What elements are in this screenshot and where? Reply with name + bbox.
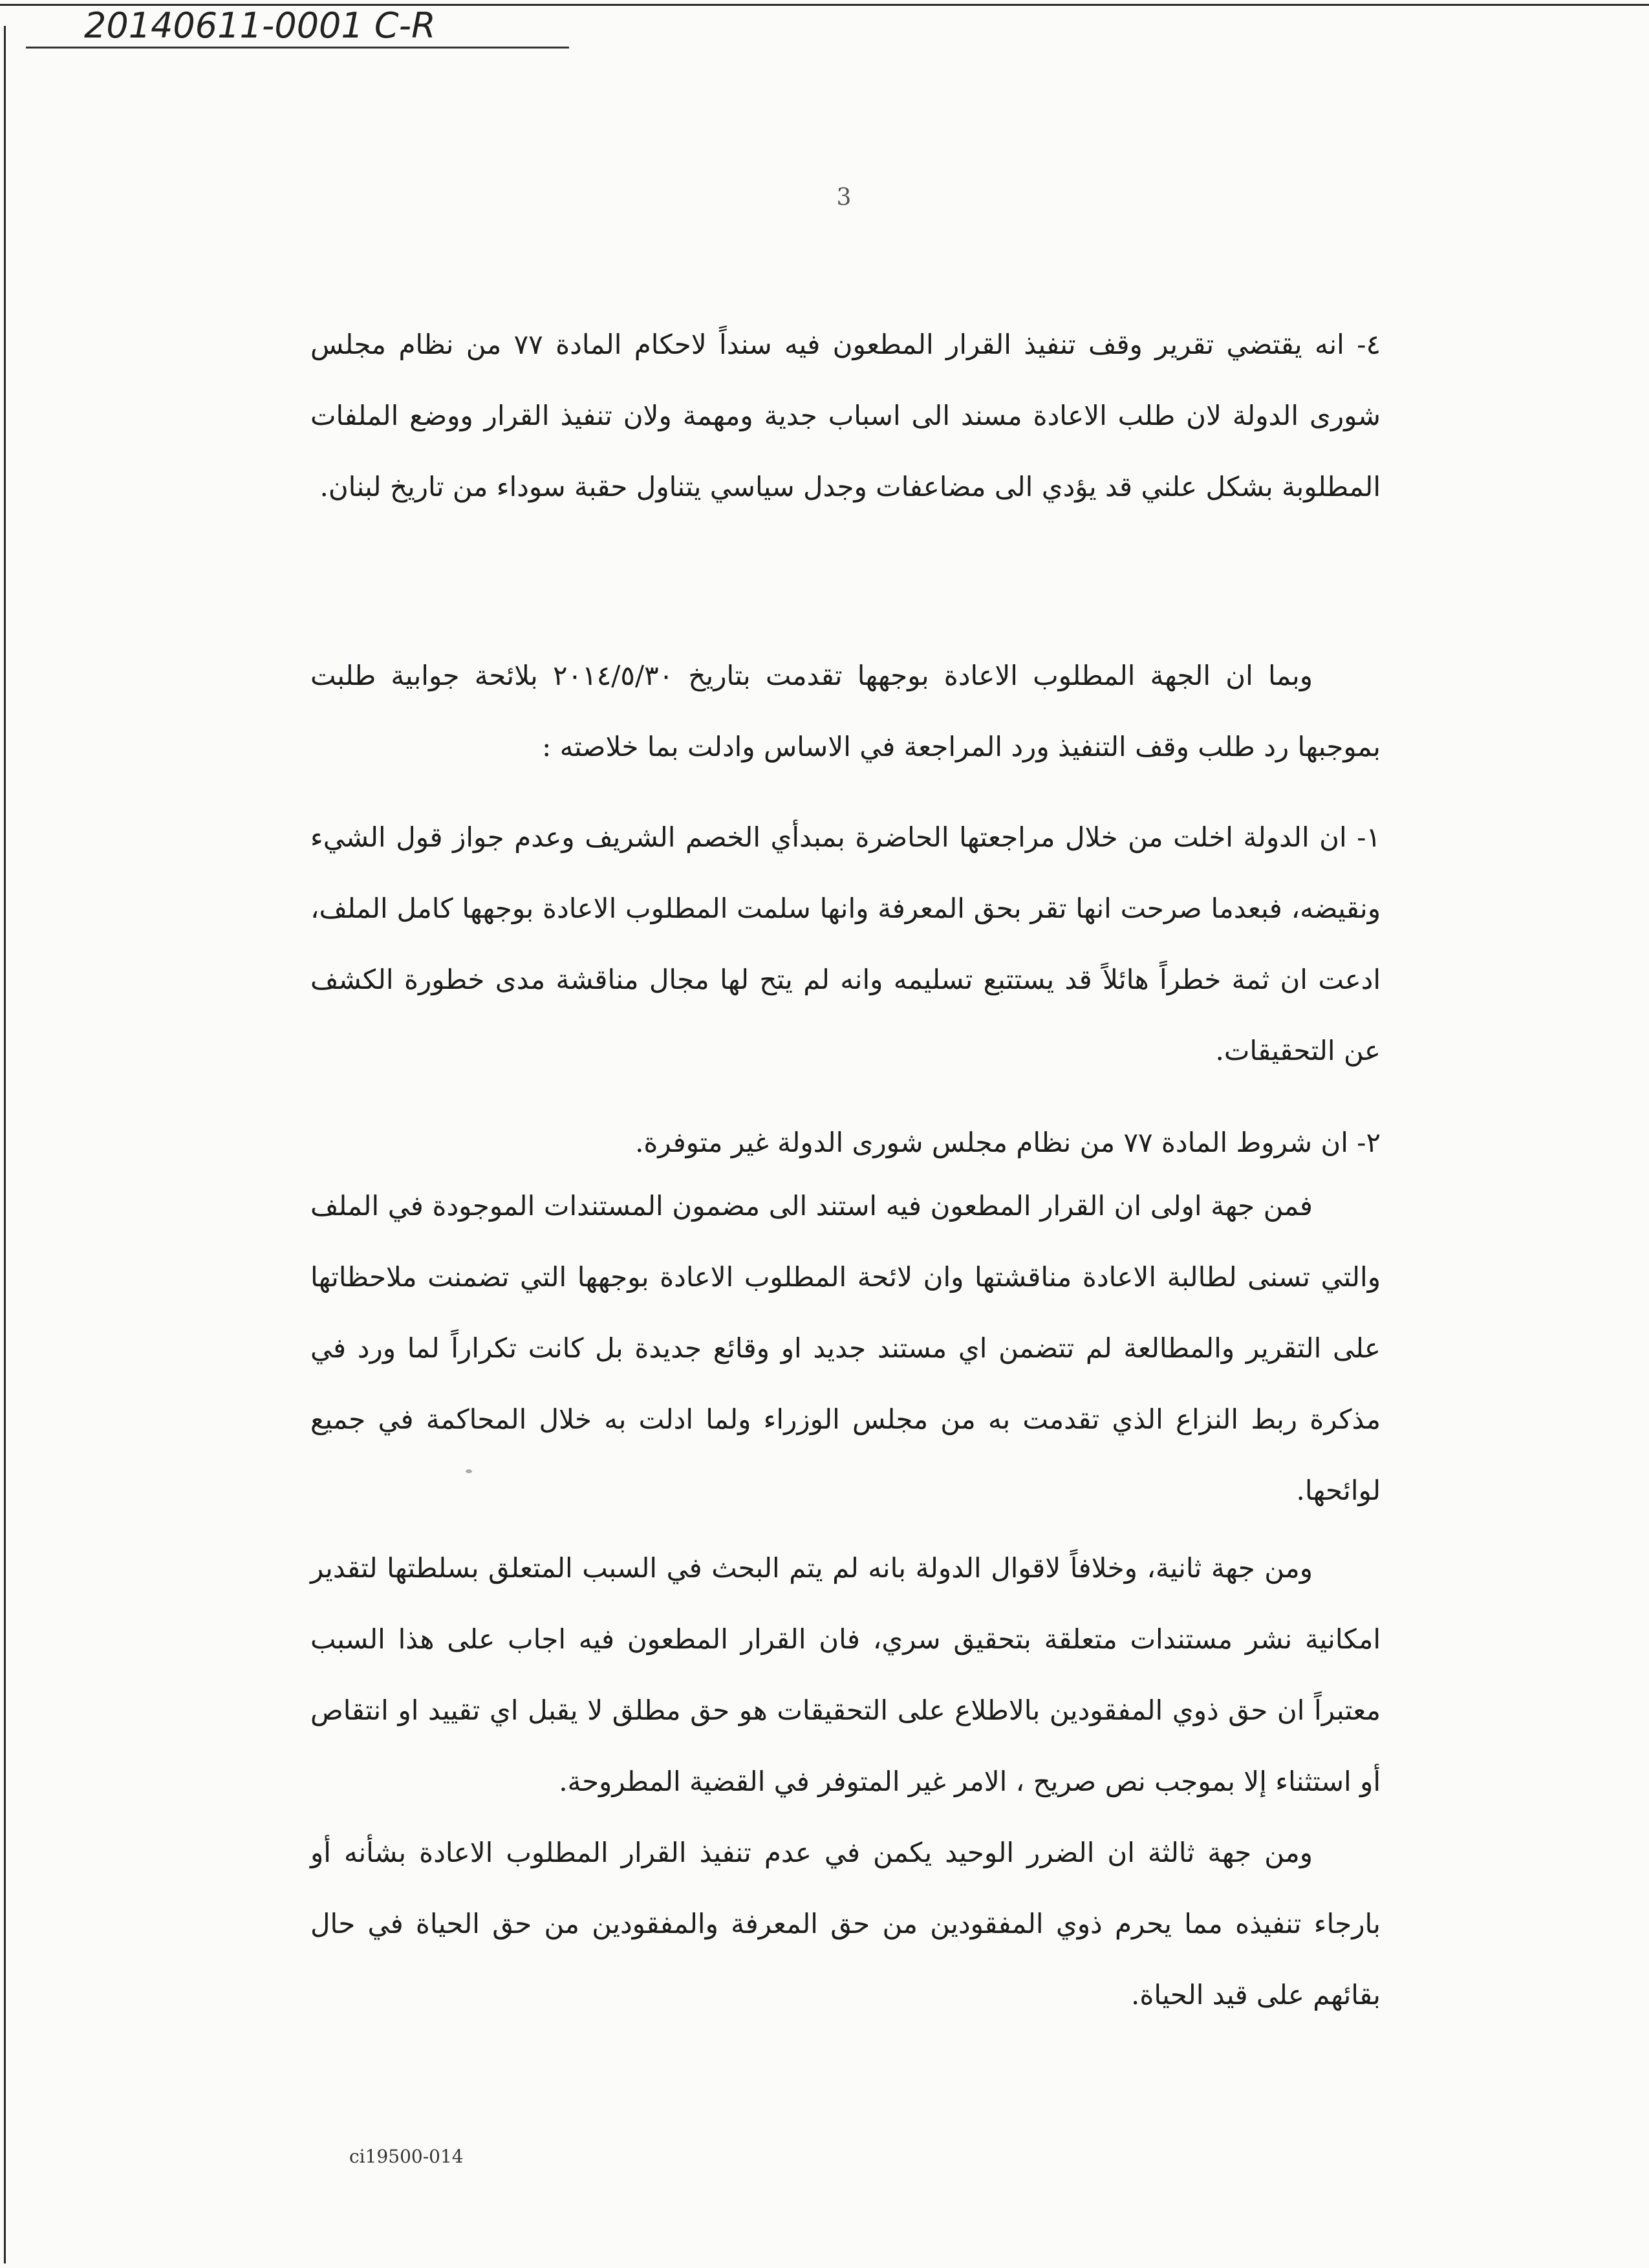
- footer-document-code: ci19500-014: [349, 2146, 464, 2167]
- paragraph-point-1: ١- ان الدولة اخلت من خلال مراجعتها الحاضرة بمبدأي الخصم الشريف وعدم جواز قول الشيء ونقيضه، فبعدما صرحت انها تقر بحق المعرفة وانها سلمت المطلوب الاعادة بوجهها كامل الملف، ادعت ان ثمة خطراً هائلاً قد يستتبع تسليمه وانه لم يتح لها مجال مناقشة مدى خطورة الكشف عن التحقيقات.: [310, 821, 1381, 1066]
- scan-edge-left: [4, 26, 6, 2263]
- page-number: 3: [836, 184, 852, 211]
- document-reference-stamp: 20140611-0001 C-R: [84, 5, 436, 46]
- paragraph-third-aspect: ومن جهة ثالثة ان الضرر الوحيد يكمن في عدم تنفيذ القرار المطلوب الاعادة بشأنه أو بارجاء تنفيذه مما يحرم ذوي المفقودين من حق المعرفة والمفقودين من حق الحياة في حال بقائهم على قيد الحياة.: [310, 1837, 1381, 2011]
- paragraph-response-intro: وبما ان الجهة المطلوب الاعادة بوجهها تقدمت بتاريخ ٢٠١٤/٥/٣٠ بلائحة جوابية طلبت بموجبها رد طلب وقف التنفيذ ورد المراجعة في الاساس وادلت بما خلاصته :: [310, 660, 1381, 762]
- paragraph-point-4: ٤- انه يقتضي تقرير وقف تنفيذ القرار المطعون فيه سنداً لاحكام المادة ٧٧ من نظام مجلس شورى الدولة لان طلب الاعادة مسند الى اسباب جدية ومهمة ولان تنفيذ القرار ووضع الملفات المطلوبة بشكل علني قد يؤدي الى مضاعفات وجدل سياسي يتناول حقبة سوداء من تاريخ لبنان.: [310, 329, 1381, 502]
- paragraph-second-aspect: ومن جهة ثانية، وخلافاً لاقوال الدولة بانه لم يتم البحث في السبب المتعلق بسلطتها لتقدير امكانية نشر مستندات متعلقة بتحقيق سري، فان القرار المطعون فيه اجاب على هذا السبب معتبراً ان حق ذوي المفقودين بالاطلاع على التحقيقات هو حق مطلق لا يقبل اي تقييد او انتقاص أو استثناء إلا بموجب نص صريح ، الامر غير المتوفر في القضية المطروحة.: [310, 1552, 1381, 1797]
- paragraph-point-2: ٢- ان شروط المادة ٧٧ من نظام مجلس شورى الدولة غير متوفرة.: [635, 1127, 1381, 1158]
- stamp-underline: [26, 47, 569, 49]
- scan-speck: [466, 1469, 472, 1473]
- paragraph-first-aspect: فمن جهة اولى ان القرار المطعون فيه استند الى مضمون المستندات الموجودة في الملف والتي تسنى لطالبة الاعادة مناقشتها وان لائحة المطلوب الاعادة بوجهها التي تضمنت ملاحظاتها على التقرير والمطالعة لم تتضمن اي مستند جديد او وقائع جديدة بل كانت تكراراً لما ورد في مذكرة ربط النزاع الذي تقدمت به من مجلس الوزراء ولما ادلت به خلال المحاكمة في جميع لوائحها.: [310, 1190, 1381, 1506]
